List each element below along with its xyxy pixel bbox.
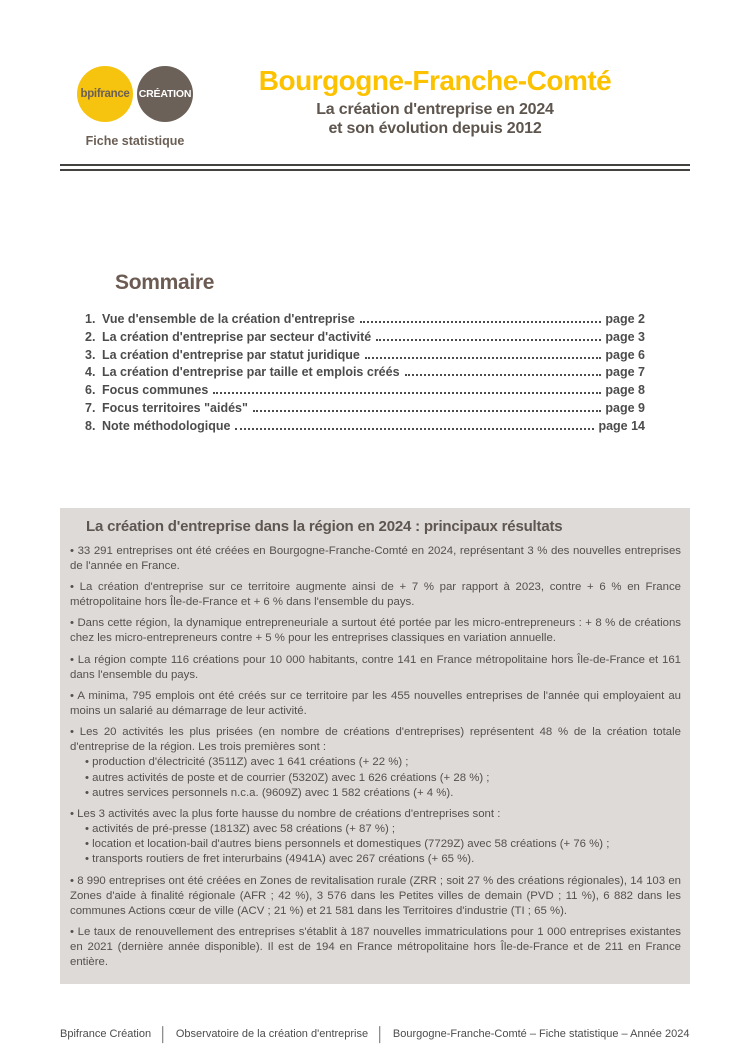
result-sub-bullet: • autres services personnels n.c.a. (9609Z) avec 1 582 créations (+ 4 %).	[85, 786, 681, 801]
toc-title: Sommaire	[115, 271, 215, 294]
toc-item-page: page 9	[605, 400, 645, 415]
toc-leader-dots	[405, 374, 602, 376]
toc-item-label: Note méthodologique	[102, 418, 231, 433]
doc-subtitle-line2: et son évolution depuis 2012	[328, 119, 542, 137]
toc-item-label: Focus territoires "aidés"	[102, 400, 248, 415]
result-sub-bullet: • production d'électricité (3511Z) avec 1 641 créations (+ 22 %) ;	[85, 755, 681, 770]
document-header	[60, 66, 690, 148]
toc-item[interactable]	[85, 418, 645, 436]
toc-item-page: page 3	[605, 329, 645, 344]
toc-leader-dots	[365, 357, 602, 359]
toc-item[interactable]	[85, 382, 645, 400]
title-block	[210, 66, 690, 138]
logo-circles	[60, 66, 210, 122]
page-footer	[60, 1027, 690, 1041]
footer-text: Bpifrance Création	[60, 1028, 152, 1040]
toc-leader-dots	[360, 321, 602, 323]
toc-item-label: La création d'entreprise par secteur d'activité	[102, 329, 372, 344]
doc-subtitle-line1: La création d'entreprise en 2024	[316, 101, 554, 119]
toc-item-label: Vue d'ensemble de la création d'entreprise	[102, 312, 355, 326]
toc-item-page: page 6	[605, 347, 645, 362]
key-results-title: La création d'entreprise dans la région en 2024 : principaux résultats	[86, 517, 563, 535]
result-bullet: • Le taux de renouvellement des entreprises s'établit à 187 nouvelles immatriculations pour 1 000 entreprises existantes en 2021 (dernière année disponible). Il est de 194 en France métropolitaine hors Île-de-France et de 211 en France entière.	[70, 925, 681, 970]
result-bullet: • Les 20 activités les plus prisées (en nombre de créations d'entreprises) représentent 48 % de la création totale d'entreprise de la région. Les trois premières sont :	[70, 725, 681, 755]
toc-item-number: 4.	[85, 365, 96, 380]
key-results-bullets	[70, 544, 681, 971]
brand-logo	[60, 66, 210, 148]
toc-leader-dots	[253, 410, 601, 412]
result-sub-bullet: • autres activités de poste et de courrier (5320Z) avec 1 626 créations (+ 28 %) ;	[85, 771, 681, 786]
region-title: Bourgogne-Franche-Comté	[258, 65, 612, 96]
toc-leader-dots	[376, 339, 601, 341]
footer-text: Bourgogne-Franche-Comté – Fiche statistique – Année 2024	[392, 1028, 690, 1040]
result-sub-bullet: • activités de pré-presse (1813Z) avec 58 créations (+ 87 %) ;	[85, 822, 681, 837]
toc-item-page: page 7	[605, 365, 645, 380]
toc-item-page: page 14	[598, 418, 645, 433]
bpifrance-logo-icon	[77, 66, 133, 122]
toc-item[interactable]	[85, 329, 645, 347]
footer-separator: │	[376, 1026, 385, 1042]
toc-item-label: La création d'entreprise par taille et emplois créés	[102, 365, 400, 380]
bpifrance-logo-text: bpifrance	[80, 88, 130, 100]
footer-separator: │	[159, 1026, 168, 1042]
toc-item-label: Focus communes	[102, 383, 209, 398]
toc-item-label: La création d'entreprise par statut juridique	[102, 347, 360, 362]
result-bullet: • A minima, 795 emplois ont été créés sur ce territoire par les 455 nouvelles entreprises de l'année qui employaient au moins un salarié au démarrage de leur activité.	[70, 689, 681, 719]
toc-item-number: 6.	[85, 383, 96, 398]
toc-item-page: page 8	[605, 383, 645, 398]
toc-item[interactable]	[85, 347, 645, 365]
footer-text: Observatoire de la création d'entreprise	[175, 1028, 369, 1040]
toc-item-number: 8.	[85, 418, 96, 433]
result-bullet: • 33 291 entreprises ont été créées en Bourgogne-Franche-Comté en 2024, représentant 3 % des nouvelles entreprises de l'année en France.	[70, 544, 681, 574]
toc-item-number: 3.	[85, 347, 96, 362]
toc-item[interactable]	[85, 400, 645, 418]
result-bullet: • La création d'entreprise sur ce territoire augmente ainsi de + 7 % par rapport à 2023, contre + 6 % en France métropolitaine hors Île-de-France et + 6 % dans l'ensemble du pays.	[70, 580, 681, 610]
toc-item-number: 1.	[85, 312, 96, 326]
toc-leader-dots	[213, 392, 601, 394]
key-results-box	[60, 508, 690, 985]
toc-item-number: 7.	[85, 400, 96, 415]
toc-leader-dots	[235, 428, 594, 430]
toc-item[interactable]	[85, 364, 645, 382]
creation-logo-text: CRÉATION	[138, 88, 192, 100]
header-divider	[60, 164, 690, 171]
toc-item[interactable]	[85, 311, 645, 329]
result-sub-bullet: • transports routiers de fret interurbains (4941A) avec 267 créations (+ 65 %).	[85, 852, 681, 867]
toc-item-number: 2.	[85, 329, 96, 344]
toc-item-page: page 2	[605, 312, 645, 326]
brand-tagline: Fiche statistique	[85, 134, 185, 148]
creation-logo-icon	[137, 66, 193, 122]
toc-list	[60, 311, 690, 436]
table-of-contents	[60, 271, 690, 436]
result-bullet: • Les 3 activités avec la plus forte hausse du nombre de créations d'entreprises sont :	[70, 807, 681, 822]
result-sub-bullet: • location et location-bail d'autres biens personnels et domestiques (7729Z) avec 58 créations (+ 76 %) ;	[85, 837, 681, 852]
result-bullet: • La région compte 116 créations pour 10 000 habitants, contre 141 en France métropolitaine hors Île-de-France et 161 dans l'ensemble du pays.	[70, 653, 681, 683]
result-bullet: • Dans cette région, la dynamique entrepreneuriale a surtout été portée par les micro-entrepreneurs : + 8 % de créations chez les micro-entrepreneurs contre + 5 % pour les entreprises classiques en variation annuelle.	[70, 616, 681, 646]
result-bullet: • 8 990 entreprises ont été créées en Zones de revitalisation rurale (ZRR ; soit 27 % des créations régionales), 14 103 en Zones d'aide à finalité régionale (AFR ; 42 %), 3 576 dans les Petites villes de demain (PVD ; 11 %), 6 882 dans les communes Actions cœur de ville (ACV ; 21 %) et 21 581 dans les Territoires d'industrie (TI ; 65 %).	[70, 874, 681, 919]
